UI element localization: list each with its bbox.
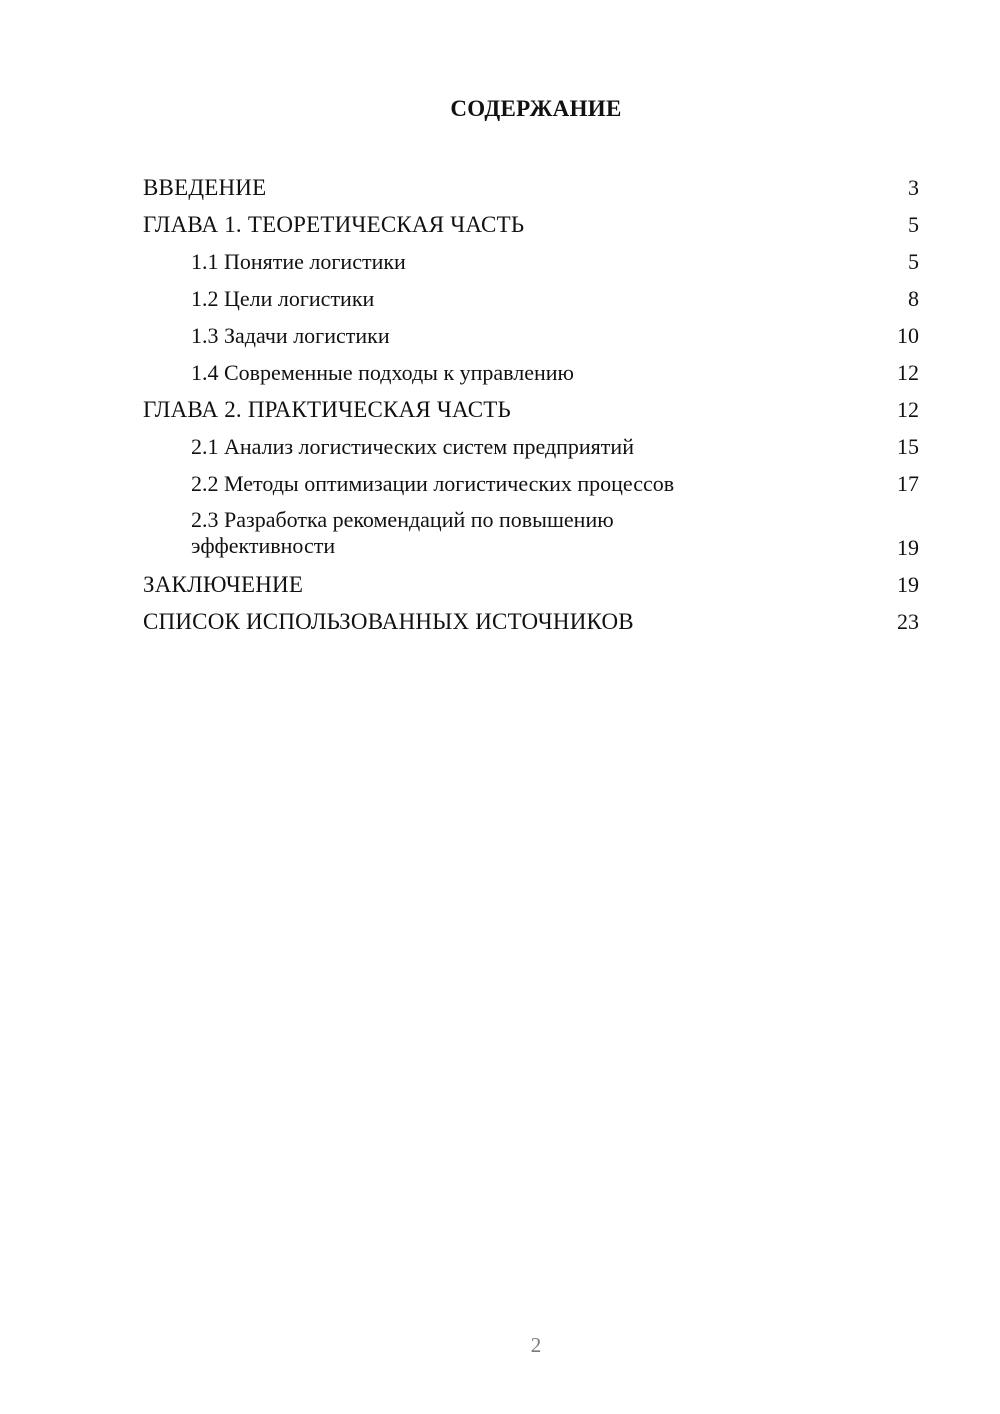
toc-entry-page: 12 (897, 360, 919, 385)
toc-entry-section-1-3[interactable] (143, 317, 919, 354)
toc-entry-section-1-4[interactable] (143, 354, 919, 391)
toc-entry-page: 8 (908, 286, 919, 311)
toc-entry-label: 2.2 Методы оптимизации логистических процессов (191, 471, 675, 496)
toc-entry-page: 10 (897, 323, 919, 348)
toc-entry-chapter-2[interactable] (143, 391, 919, 428)
toc-entry-label: 1.4 Современные подходы к управлению (191, 360, 574, 385)
toc-entry-label: ВВЕДЕНИЕ (143, 175, 267, 200)
toc-entry-page: 15 (897, 434, 919, 459)
toc-entry-page: 19 (897, 572, 919, 597)
toc-entry-references[interactable] (143, 603, 919, 640)
toc-entry-page: 5 (908, 212, 919, 237)
toc-entry-page: 23 (897, 609, 919, 634)
toc-entry-label: 1.3 Задачи логистики (191, 323, 390, 348)
toc-entry-label: 1.2 Цели логистики (191, 286, 375, 311)
toc-entry-label: ГЛАВА 1. ТЕОРЕТИЧЕСКАЯ ЧАСТЬ (143, 212, 525, 237)
toc-entry-introduction[interactable] (143, 169, 919, 206)
toc-entry-label: ЗАКЛЮЧЕНИЕ (143, 572, 304, 597)
toc-entry-page: 3 (908, 175, 919, 200)
table-of-contents (143, 169, 919, 640)
toc-entry-section-2-2[interactable] (143, 465, 919, 502)
toc-entry-page: 12 (897, 397, 919, 422)
toc-entry-section-2-3[interactable] (143, 502, 919, 566)
toc-entry-label: 2.3 Разработка рекомендаций по повышению эффективности (191, 507, 614, 558)
toc-entry-section-1-1[interactable] (143, 243, 919, 280)
toc-entry-conclusion[interactable] (143, 566, 919, 603)
toc-entry-section-1-2[interactable] (143, 280, 919, 317)
toc-entry-label: ГЛАВА 2. ПРАКТИЧЕСКАЯ ЧАСТЬ (143, 397, 511, 422)
toc-entry-label: СПИСОК ИСПОЛЬЗОВАННЫХ ИСТОЧНИКОВ (143, 609, 634, 634)
toc-entry-chapter-1[interactable] (143, 206, 919, 243)
toc-entry-page: 5 (908, 249, 919, 274)
page-number: 2 (530, 1333, 542, 1357)
toc-entry-section-2-1[interactable] (143, 428, 919, 465)
toc-title: СОДЕРЖАНИЕ (450, 96, 622, 121)
toc-entry-page: 19 (897, 535, 919, 560)
toc-entry-label: 1.1 Понятие логистики (191, 249, 406, 274)
toc-entry-label: 2.1 Анализ логистических систем предприятий (191, 434, 634, 459)
toc-entry-page: 17 (897, 471, 919, 496)
